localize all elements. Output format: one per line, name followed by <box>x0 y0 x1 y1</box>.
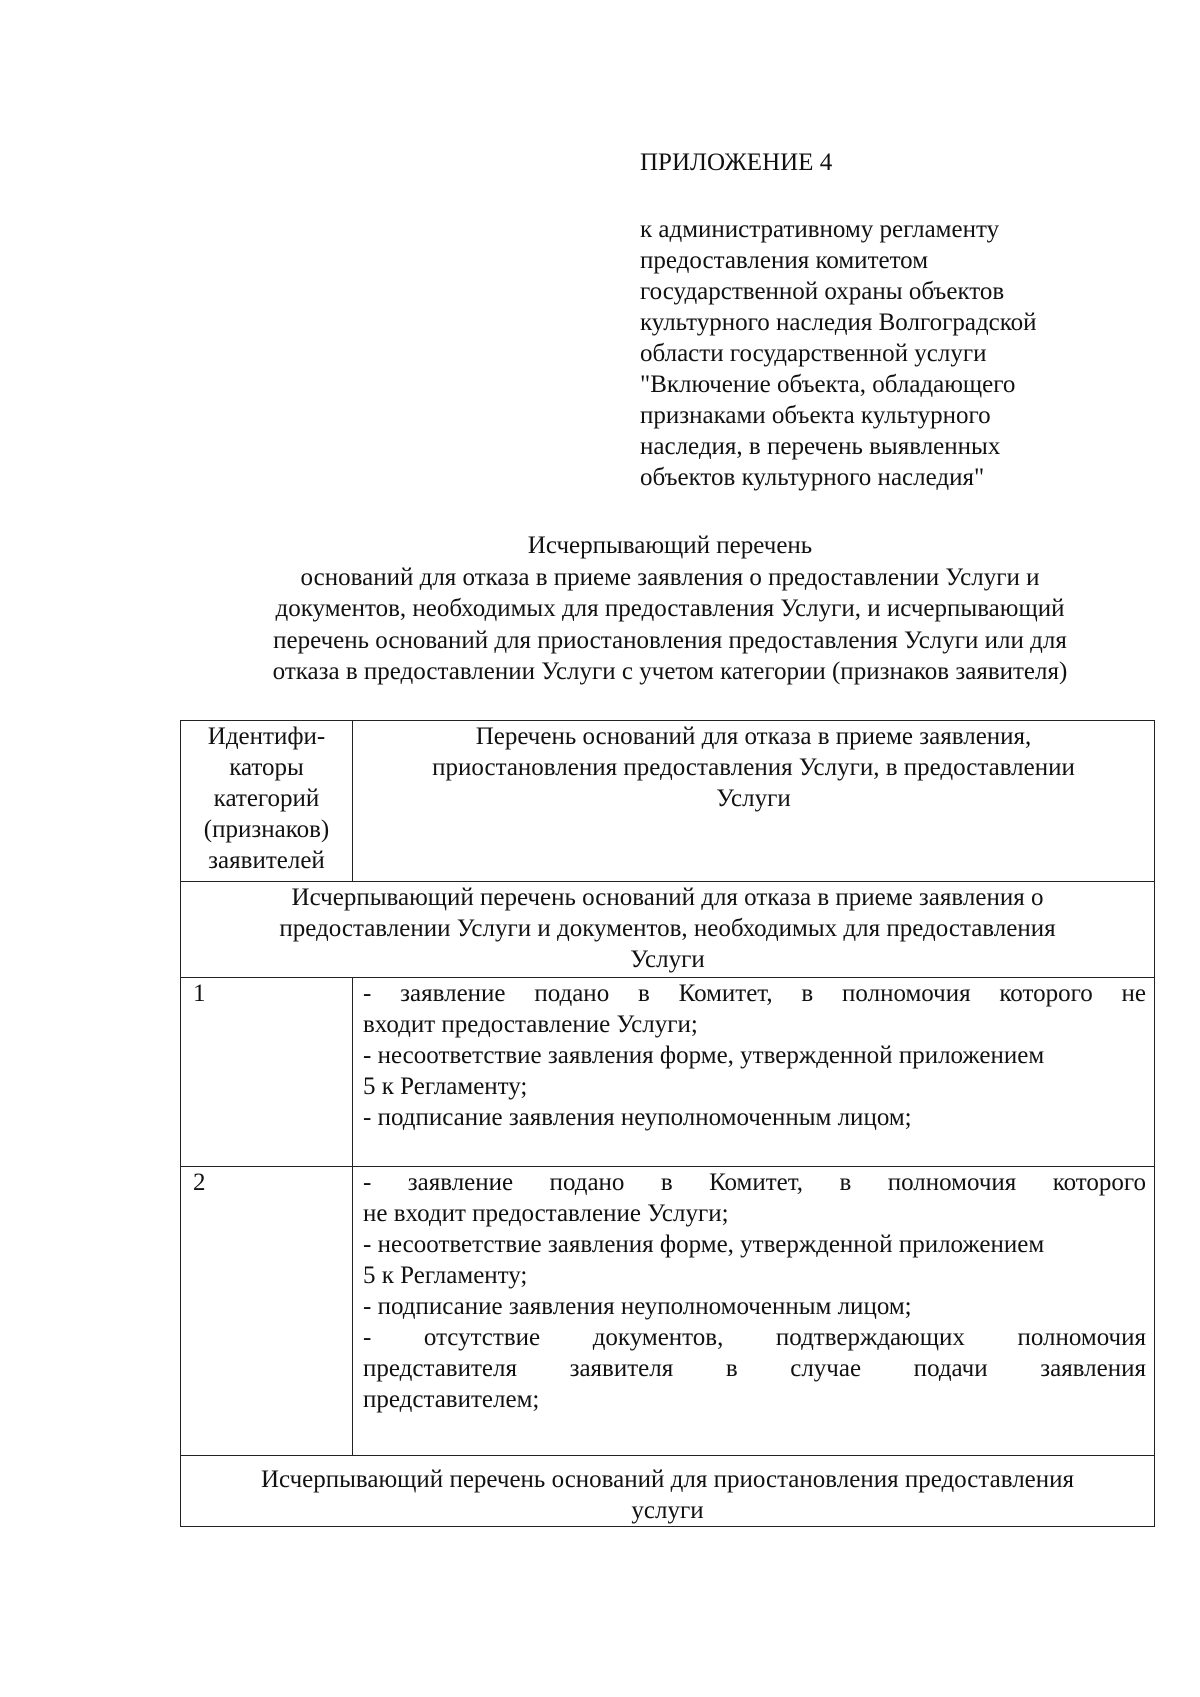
subtitle-line: признаками объекта культурного <box>640 402 991 429</box>
row-id-cell: 2 <box>181 1167 353 1456</box>
table-header-row <box>181 721 1155 882</box>
section-cell <box>181 882 1155 978</box>
header-id-line: (признаков) <box>203 816 330 843</box>
subtitle-line: к административному регламенту <box>640 216 1000 243</box>
row-grounds-cell <box>353 1167 1155 1456</box>
appendix-title: ПРИЛОЖЕНИЕ 4 <box>640 149 833 176</box>
header-desc-line: Перечень оснований для отказа в приеме заявления, <box>475 723 1032 750</box>
header-desc-cell <box>353 721 1155 882</box>
grounds-table <box>180 720 1155 1527</box>
header-desc-line: приостановления предоставления Услуги, в предоставлении <box>432 754 1075 781</box>
row-grounds-cell <box>353 978 1155 1167</box>
row-id-cell: 1 <box>181 978 353 1167</box>
section-row-suspension <box>181 1456 1155 1527</box>
ground-line: 5 к Регламенту; <box>363 1262 528 1289</box>
section-line: Исчерпывающий перечень оснований для отказа в приеме заявления о <box>291 884 1044 911</box>
subtitle-line: области государственной услуги <box>640 340 987 367</box>
ground-line: представителем; <box>363 1386 540 1413</box>
heading-line: Исчерпывающий перечень <box>527 532 813 559</box>
header-id-line: заявителей <box>208 847 325 874</box>
ground-line: представителя заявителя в случае подачи заявления <box>363 1355 1146 1382</box>
subtitle-line: "Включение объекта, обладающего <box>640 371 1016 398</box>
subtitle-line: культурного наследия Волгоградской <box>640 309 1037 336</box>
section-line: предоставлении Услуги и документов, необходимых для предоставления <box>279 915 1056 942</box>
heading-line: документов, необходимых для предоставления Услуги, и исчерпывающий <box>275 595 1065 622</box>
header-id-line: каторы <box>229 754 304 781</box>
header-desc-line: Услуги <box>716 785 791 812</box>
heading-line: отказа в предоставлении Услуги с учетом категории (признаков заявителя) <box>272 658 1068 685</box>
heading-line: перечень оснований для приостановления предоставления Услуги или для <box>273 626 1067 654</box>
ground-line: 5 к Регламенту; <box>363 1073 528 1100</box>
ground-line: входит предоставление Услуги; <box>363 1011 698 1038</box>
document-heading <box>195 530 1145 688</box>
subtitle-line: наследия, в перечень выявленных <box>640 433 1001 460</box>
ground-line: - подписание заявления неуполномоченным лицом; <box>363 1293 912 1320</box>
ground-line: не входит предоставление Услуги; <box>363 1200 729 1227</box>
appendix-subtitle <box>640 214 1140 493</box>
ground-line: - заявление подано в Комитет, в полномочия которого не <box>363 980 1146 1007</box>
table-row <box>181 1167 1155 1456</box>
ground-line: - несоответствие заявления форме, утвержденной приложением <box>363 1042 1045 1069</box>
ground-line: - подписание заявления неуполномоченным лицом; <box>363 1104 912 1131</box>
ground-line: - отсутствие документов, подтверждающих полномочия <box>363 1324 1146 1351</box>
header-id-cell <box>181 721 353 882</box>
subtitle-line: предоставления комитетом <box>640 247 929 274</box>
header-id-line: категорий <box>213 785 320 812</box>
table-row <box>181 978 1155 1167</box>
heading-line: оснований для отказа в приеме заявления о предоставлении Услуги и <box>300 563 1040 591</box>
section-line: услуги <box>631 1497 704 1524</box>
ground-line: - несоответствие заявления форме, утвержденной приложением <box>363 1231 1045 1258</box>
subtitle-line: государственной охраны объектов <box>640 278 1005 305</box>
ground-line: - заявление подано в Комитет, в полномочия которого <box>363 1169 1146 1196</box>
subtitle-line: объектов культурного наследия" <box>640 464 985 491</box>
section-cell <box>181 1456 1155 1527</box>
section-line: Услуги <box>630 946 705 973</box>
section-row-refusal-acceptance <box>181 882 1155 978</box>
header-id-line: Идентифи- <box>207 723 326 750</box>
section-line: Исчерпывающий перечень оснований для приостановления предоставления <box>260 1466 1075 1493</box>
